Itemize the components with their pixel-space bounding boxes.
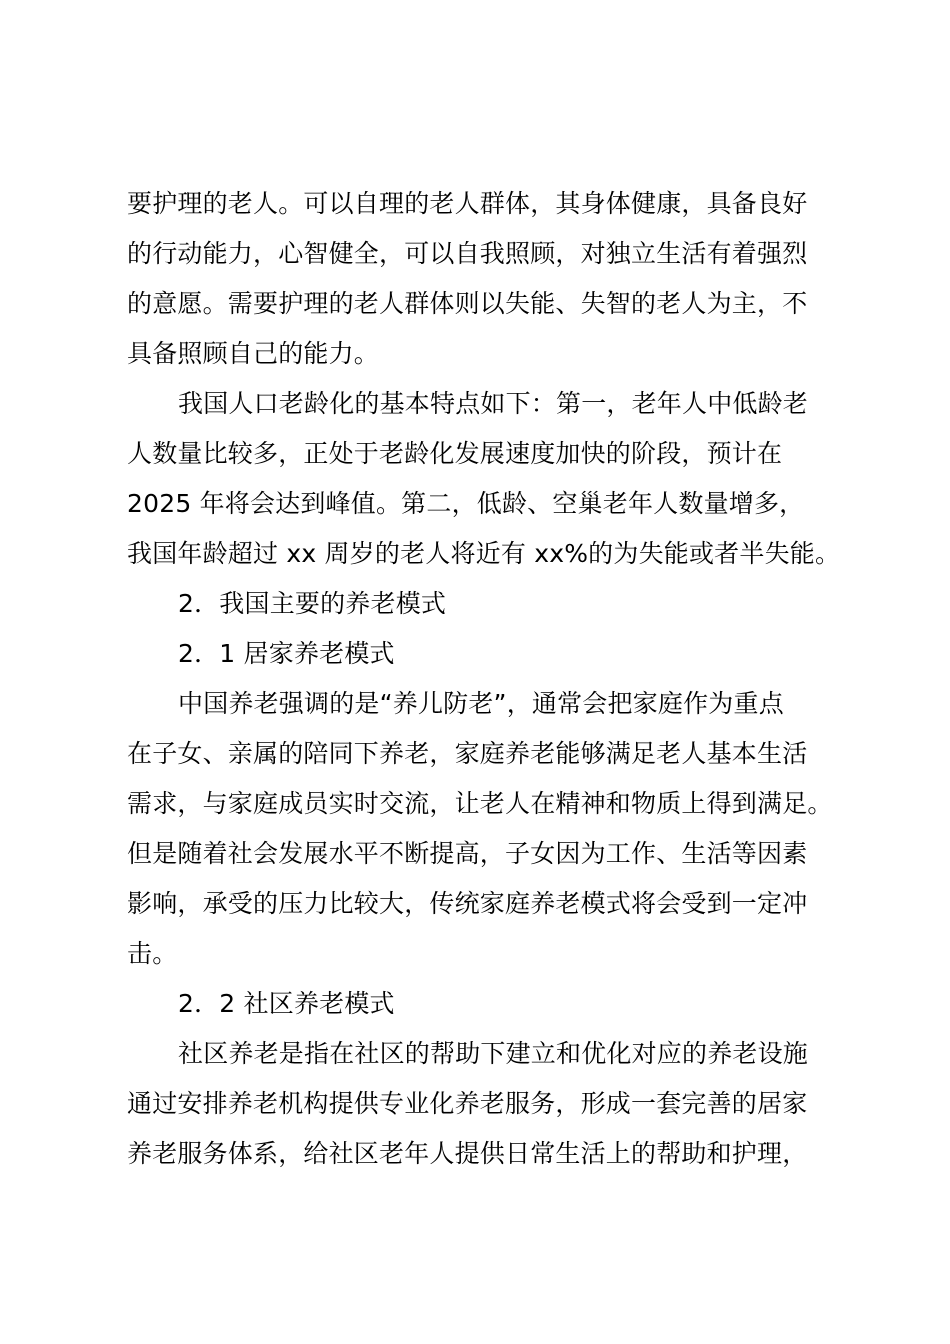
- section-heading: 2．我国主要的养老模式: [178, 589, 447, 618]
- text-line: 需求，与家庭成员实时交流，让老人在精神和物质上得到满足。: [127, 789, 833, 818]
- text-line: 通过安排养老机构提供专业化养老服务，形成一套完善的居家: [127, 1089, 808, 1118]
- text-line: 人数量比较多，正处于老龄化发展速度加快的阶段，预计在: [127, 439, 783, 468]
- text-line: 的行动能力，心智健全，可以自我照顾，对独立生活有着强烈: [127, 239, 808, 268]
- text-line: 具备照顾自己的能力。: [127, 339, 380, 368]
- text-line: 影响，承受的压力比较大，传统家庭养老模式将会受到一定冲: [127, 889, 808, 918]
- text-line: 养老服务体系，给社区老年人提供日常生活上的帮助和护理，: [127, 1139, 808, 1168]
- text-line: 在子女、亲属的陪同下养老，家庭养老能够满足老人基本生活: [127, 739, 808, 768]
- text-line: 击。: [127, 939, 178, 968]
- subsection-heading: 2．2 社区养老模式: [178, 989, 395, 1018]
- text-line: 中国养老强调的是“养儿防老”，通常会把家庭作为重点: [178, 689, 784, 718]
- text-line: 社区养老是指在社区的帮助下建立和优化对应的养老设施: [178, 1039, 809, 1068]
- text-line: 我国年龄超过 xx 周岁的老人将近有 xx%的为失能或者半失能。: [127, 539, 841, 568]
- text-line: 但是随着社会发展水平不断提高，子女因为工作、生活等因素: [127, 839, 808, 868]
- text-line: 的意愿。需要护理的老人群体则以失能、失智的老人为主，不: [127, 289, 808, 318]
- text-line: 要护理的老人。可以自理的老人群体，其身体健康，具备良好: [127, 189, 808, 218]
- text-line: 2025 年将会达到峰值。第二，低龄、空巢老年人数量增多，: [127, 489, 805, 518]
- text-line: 我国人口老龄化的基本特点如下：第一，老年人中低龄老: [178, 389, 809, 418]
- subsection-heading: 2．1 居家养老模式: [178, 639, 395, 668]
